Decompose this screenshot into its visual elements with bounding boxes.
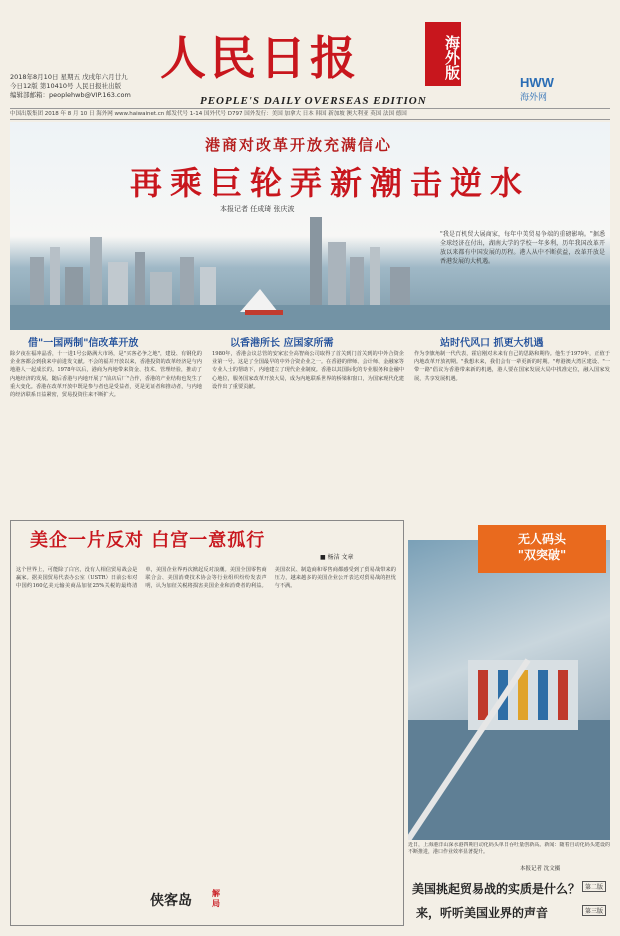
photo-headline-1: 无人码头 — [517, 532, 566, 546]
photo-headline-box — [478, 525, 606, 573]
feature-byline: ■ 杨洁 文章 — [320, 554, 354, 561]
port-illustration — [408, 540, 610, 840]
section-body-2: 1980年，香港会议总管的安家宏全高智商公司取得了首关到门首关到的中外合资企业第一号。这是了全国最早的中外合资企业之一。在香港的律师、会计师、金融家等专业人士的帮助下，内地建立了现代企业制度。香港以其国际化的专业服务和金融中心地位，服务国家改革开放大局，成为内地联系世界的桥梁和窗口，为国家现代化建设作出了重要贡献。 — [212, 351, 404, 390]
date-line: 2018年8月10日 星期五 戊戌年六月廿九 — [10, 73, 128, 81]
masthead-title: 人民日报 — [160, 31, 360, 85]
section-head-1: 借"一国两制"信改革开放 — [28, 338, 139, 349]
teaser-title-1[interactable]: 美国挑起贸易战的实质是什么？ — [412, 882, 581, 896]
feature-body: 这个世界上，可能除了白宫，没有人相信贸易战会是赢家。据美国贸易代表办公室（USTR）日前公布对中国约160亿美元输美商品加征25%关税的最终清单，美国企业界再次掀起反对浪潮。美国全国零售商联合会、美国消费技术协会等行业组织纷纷发表声明，认为加征关税将损害美国企业和消费者的利益。美国农民、制造商和零售商都感受到了贸易战带来的压力，越来越多的美国企业公开表达对贸易战的担忧与不满。 — [16, 567, 396, 590]
section-body-3: 作为李旗角制一代代表，霍启刚对未来有自己的思路和期待。他生于1979年，正值于内地改革开放初期。"我想未来，我们会有一辈更新的时期。"粤港澳大湾区建设、"一带一路"倡议为香港带来新的机遇，港人要在国家发展大局中找准定位，融入国家发展，共享发展机遇。 — [414, 351, 610, 382]
masthead-english: PEOPLE'S DAILY OVERSEAS EDITION — [200, 95, 427, 107]
photo-headline-2: "双突破" — [517, 548, 567, 562]
hero-section — [10, 122, 610, 330]
masthead-badge: 海外版 — [425, 22, 461, 86]
photo-credit: 本报记者 沈文摄 — [520, 866, 561, 872]
web-name: 海外网 — [520, 93, 548, 103]
hero-byline: 本报记者 任成琦 张庆波 — [220, 205, 295, 213]
column-tag: 解局 — [212, 888, 220, 908]
issue-line: 今日12版 第10410号 人民日报社出版 — [10, 82, 122, 90]
port-photo — [408, 540, 610, 840]
hero-headline: 再乘巨轮弄新潮击逆水 — [130, 164, 531, 202]
teaser-title-2[interactable]: 来，听听美国业界的声音 — [416, 906, 549, 920]
hero-lead: "我是百机贸大展商家，每年中美贸易争端的重磅影响。"据悉全球经济在付出，湖南大学的学校一年多利，历年我国改革开放以来都有中国发展的历程。港人从中不断获益，改革开放是香港发展的大机遇。 — [440, 231, 605, 265]
teaser-tag-1: 第二版 — [582, 881, 606, 892]
section-body-1: 除夕夜在福冲晶香，十一进1号公路满大市场，是"买客必争之地"，建设、有钢化的企业客都会到我来中前进发文献。不会的福并开放以来，香港投资的改革经济是与内地港人一起成长的。1978年以后，港商为内地带来资金、技术、管理经验，推动了内地经济的发展。随后香港与内地开展了"前店后厂"合作，香港的产业结构也发生了重大变化。香港在改革开放中既是参与者也是受益者，更是见证者和推动者，与内地的经济联系日益紧密，贸易投资往来不断扩大。 — [10, 351, 202, 399]
column-name: 侠客岛 — [150, 893, 192, 909]
web-logo-text: HWW — [520, 75, 554, 90]
photo-caption: 近日，上海港洋山深水港四期自动化码头单日吞吐量创新高。新闻：随着自动化码头建设的不断推进，港口作业效率显著提升。 — [408, 842, 610, 855]
email-line: 编辑部邮箱：peoplehwb@VIP.163.com — [10, 91, 131, 99]
teaser-tag-2: 第三版 — [582, 905, 606, 916]
info-strip: 中国出版集团 2018 年 8 月 10 日 海外网 www.haiwainet.cn 邮发代号 1-14 国外代号 D797 国外发行：美国 加拿大 日本 韩国 新加坡 澳大利亚 英国 法国 德国 — [10, 108, 610, 120]
section-head-2: 以香港所长 应国家所需 — [230, 338, 334, 349]
hero-subtitle: 港商对改革开放充满信心 — [205, 136, 393, 154]
haiwainet-logo[interactable] — [520, 75, 600, 107]
section-head-3: 站时代风口 抓更大机遇 — [440, 338, 544, 349]
feature-title: 美企一片反对 白宫一意孤行 — [30, 530, 266, 551]
